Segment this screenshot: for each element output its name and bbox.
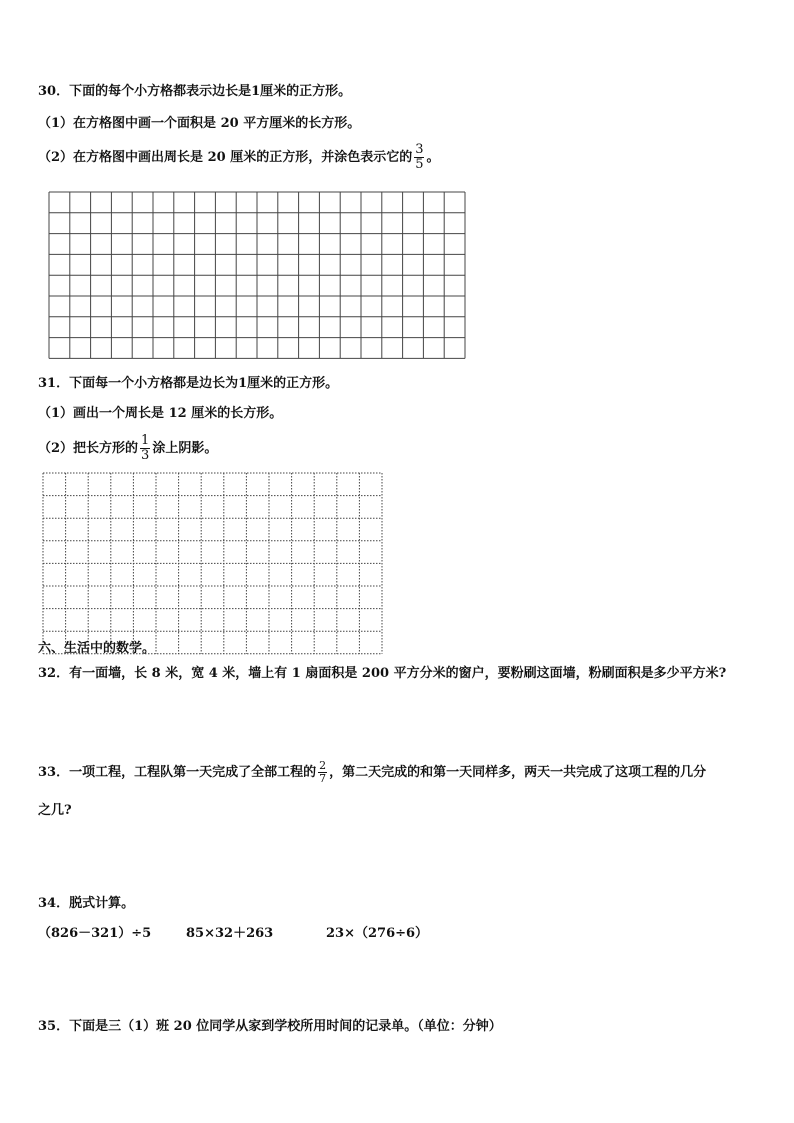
q30-part1: （1）在方格图中画一个面积是 20 平方厘米的长方形。 [38, 116, 361, 131]
q30-fraction [414, 143, 424, 172]
q30-title: 30．下面的每个小方格都表示边长是1厘米的正方形。 [38, 84, 352, 99]
q33-text-after: ，第二天完成的和第一天同样多，两天一共完成了这项工程的几分 [329, 765, 707, 780]
q31-fraction-denominator: 3 [141, 448, 150, 463]
q32-text: 32．有一面墙，长 8 米，宽 4 米，墙上有 1 扇面积是 200 平方分米的窗户，要粉刷这面墙，粉刷面积是多少平方米? [38, 666, 727, 681]
q30-fraction-numerator: 3 [415, 142, 424, 157]
q31-part1: （1）画出一个周长是 12 厘米的长方形。 [38, 406, 283, 421]
q34-title: 34．脱式计算。 [38, 896, 135, 911]
q31-fraction [140, 434, 150, 463]
q35-text: 35．下面是三（1）班 20 位同学从家到学校所用时间的记录单。（单位：分钟） [38, 1019, 502, 1034]
q30-square-grid[interactable] [48, 191, 466, 359]
q31-fraction-numerator: 1 [141, 433, 150, 448]
q33-text-before: 33．一项工程，工程队第一天完成了全部工程的 [38, 765, 317, 780]
q30-part2-end: 。 [426, 150, 440, 165]
q30-part2 [38, 143, 440, 172]
q33-line1 [38, 760, 706, 785]
q33-line2: 之几? [38, 803, 72, 818]
q33-fraction-denominator: 7 [319, 772, 327, 785]
q34-expression-2: 85×32＋263 [186, 926, 274, 941]
q30-part2-text: （2）在方格图中画出周长是 20 厘米的正方形，并涂色表示它的 [38, 150, 413, 165]
q31-title: 31．下面每一个小方格都是边长为1厘米的正方形。 [38, 376, 339, 391]
section-6-title: 六、生活中的数学。 [38, 641, 156, 656]
q31-dotted-grid[interactable] [42, 472, 383, 655]
q34-expression-1: （826－321）÷5 [38, 926, 152, 941]
q33-fraction [318, 760, 327, 785]
q31-part2-text: （2）把长方形的 [38, 441, 139, 456]
q31-part2-end: 涂上阴影。 [152, 441, 218, 456]
q33-fraction-numerator: 2 [319, 759, 327, 772]
q30-fraction-denominator: 5 [415, 157, 424, 172]
q34-expression-3: 23×（276÷6） [326, 926, 429, 941]
q31-part2 [38, 434, 217, 463]
